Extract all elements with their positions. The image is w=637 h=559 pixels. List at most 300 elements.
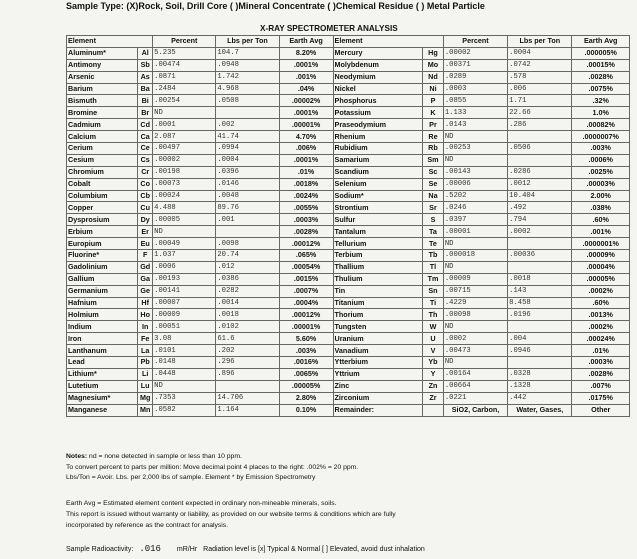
element-avg-cell: .00009% [572,250,630,262]
element-name-cell: Gallium [67,273,138,285]
element-name-cell: Holmium [67,309,138,321]
element-name-cell: Strontium [333,202,423,214]
element-avg-cell: .0028% [279,226,333,238]
element-lbs-cell: 104.7 [216,47,279,59]
table-row [67,47,630,59]
element-avg-cell: .003% [279,345,333,357]
element-sym-cell: P [423,95,444,107]
table-row [67,95,630,107]
element-sym-cell: Zn [423,380,444,392]
element-pct-cell: ND [443,131,507,143]
element-lbs-cell: .0994 [216,143,279,155]
element-sym-cell: Ga [138,273,153,285]
element-pct-cell: .00141 [153,285,216,297]
element-sym-cell: S [423,214,444,226]
element-sym-cell: Ba [138,83,153,95]
element-sym-cell: La [138,345,153,357]
element-name-cell: Scandium [333,166,423,178]
element-name-cell: Arsenic [67,71,138,83]
report-title: X-RAY SPECTROMETER ANALYSIS [260,24,398,33]
element-name-cell: Cerium [67,143,138,155]
earth-avg-note [66,498,396,531]
element-name-cell: Bromine [67,107,138,119]
element-lbs-cell: .0196 [508,309,572,321]
element-name-cell: Terbium [333,250,423,262]
table-row [67,178,630,190]
element-avg-cell: .00024% [572,333,630,345]
element-lbs-cell: 41.74 [216,131,279,143]
element-sym-cell: Sn [423,285,444,297]
element-name-cell: Copper [67,202,138,214]
element-name-cell: Europium [67,238,138,250]
column-header-earth-avg: Earth Avg [572,36,630,48]
element-pct-cell: .00254 [153,95,216,107]
element-sym-cell: Y [423,368,444,380]
element-lbs-cell [508,238,572,250]
element-avg-cell: 2.80% [279,392,333,404]
element-pct-cell: .0397 [443,214,507,226]
element-lbs-cell: .896 [216,368,279,380]
element-pct-cell: .00253 [443,143,507,155]
element-name-cell: Rubidium [333,143,423,155]
element-pct-cell: ND [443,357,507,369]
radiation-level-text: Radiation level is [x] Typical & Normal [ ] Elevated, avoid dust inhalation [203,546,425,553]
element-lbs-cell [508,131,572,143]
element-name-cell: Phosphorus [333,95,423,107]
column-header-element: Element [67,36,153,48]
element-pct-cell: .0006 [153,261,216,273]
element-avg-cell: 5.60% [279,333,333,345]
element-sym-cell: Ca [138,131,153,143]
element-sym-cell: Na [423,190,444,202]
element-pct-cell: .00009 [443,273,507,285]
element-avg-cell: .0175% [572,392,630,404]
element-name-cell: Cadmium [67,119,138,131]
element-pct-cell: ND [153,107,216,119]
element-name-cell: Magnesium* [67,392,138,404]
warranty-text: This report is issued without warranty or liability, as provided on our website terms & conditions which are fully [66,511,396,518]
element-lbs-cell: .492 [508,202,572,214]
element-lbs-cell: 1.742 [216,71,279,83]
element-name-cell: Tantalum [333,226,423,238]
element-name-cell: Remainder: [333,404,423,416]
element-name-cell: Samarium [333,154,423,166]
element-name-cell: Iron [67,333,138,345]
table-row [67,321,630,333]
element-sym-cell: Er [138,226,153,238]
element-pct-cell: .00051 [153,321,216,333]
element-sym-cell: Lu [138,380,153,392]
element-sym-cell: Bi [138,95,153,107]
element-avg-cell: .0000007% [572,131,630,143]
element-pct-cell: .00049 [153,238,216,250]
element-name-cell: Yttrium [333,368,423,380]
table-row [67,119,630,131]
element-name-cell: Molybdenum [333,59,423,71]
element-lbs-cell [508,261,572,273]
element-name-cell: Hafnium [67,297,138,309]
column-header-percent: Percent [153,36,216,48]
element-name-cell: Manganese [67,404,138,416]
notes-section [66,452,358,484]
element-sym-cell: V [423,345,444,357]
element-sym-cell: Co [138,178,153,190]
element-sym-cell: Th [423,309,444,321]
table-row [67,143,630,155]
element-avg-cell: .0024% [279,190,333,202]
table-row [67,71,630,83]
element-avg-cell: .0006% [572,154,630,166]
table-row [67,273,630,285]
element-lbs-cell: .442 [508,392,572,404]
table-header-row [67,36,630,48]
element-lbs-cell: 61.6 [216,333,279,345]
element-avg-cell: 8.20% [279,47,333,59]
element-lbs-cell: .004 [508,333,572,345]
element-pct-cell: .00005 [153,214,216,226]
element-lbs-cell: 1.71 [508,95,572,107]
element-avg-cell: .00082% [572,119,630,131]
element-avg-cell: 4.70% [279,131,333,143]
element-avg-cell: .00054% [279,261,333,273]
column-header-lbs-per-ton: Lbs per Ton [508,36,572,48]
radioactivity-value: .016 [139,544,161,554]
element-sym-cell: Sc [423,166,444,178]
element-sym-cell: Mo [423,59,444,71]
element-avg-cell: .0025% [572,166,630,178]
element-pct-cell: ND [153,380,216,392]
element-lbs-cell: 10.404 [508,190,572,202]
table-row [67,345,630,357]
element-lbs-cell: .1328 [508,380,572,392]
element-pct-cell: .00006 [443,178,507,190]
element-lbs-cell [508,357,572,369]
sample-type-line: Sample Type: (X)Rock, Soil, Drill Core ( )Mineral Concentrate ( )Chemical Residue ( ) Metal Particle [66,1,485,11]
element-lbs-cell: .143 [508,285,572,297]
element-name-cell: Chromium [67,166,138,178]
element-pct-cell: .0143 [443,119,507,131]
element-pct-cell: .0448 [153,368,216,380]
notes-lbs-ton: Lbs/Ton = Avoir. Lbs. per 2,000 lbs of sample. Element * by Emission Spectrometry [66,474,316,481]
element-lbs-cell [216,107,279,119]
table-row [67,226,630,238]
element-pct-cell: .0002 [443,333,507,345]
element-lbs-cell: .0948 [216,59,279,71]
element-sym-cell: Sb [138,59,153,71]
element-name-cell: Dysprosium [67,214,138,226]
element-sym-cell: Ho [138,309,153,321]
element-sym-cell: Te [423,238,444,250]
element-sym-cell: In [138,321,153,333]
notes-nd: nd = none detected in sample or less than 10 ppm. [87,453,242,460]
element-name-cell: Titanium [333,297,423,309]
element-sym-cell: Ge [138,285,153,297]
table-body [67,47,630,416]
element-sym-cell: Cr [138,166,153,178]
element-pct-cell: 1.133 [443,107,507,119]
earth-avg-definition: Earth Avg = Estimated element content expected in ordinary non-mineable minerals, soils. [66,500,337,507]
element-avg-cell: .60% [572,214,630,226]
element-avg-cell: .0003% [572,357,630,369]
element-name-cell: Gadolinium [67,261,138,273]
element-pct-cell: .00371 [443,59,507,71]
element-name-cell: Lithium* [67,368,138,380]
element-name-cell: Vanadium [333,345,423,357]
table-row [67,357,630,369]
element-pct-cell: .00198 [153,166,216,178]
element-name-cell: Barium [67,83,138,95]
element-sym-cell: Ce [138,143,153,155]
element-pct-cell: .00001 [443,226,507,238]
element-lbs-cell: .0012 [508,178,572,190]
element-pct-cell: .00164 [443,368,507,380]
element-avg-cell: .00004% [572,261,630,273]
element-lbs-cell: .0018 [508,273,572,285]
element-pct-cell: .0855 [443,95,507,107]
element-name-cell: Tin [333,285,423,297]
column-header-earth-avg: Earth Avg [279,36,333,48]
element-lbs-cell: 89.76 [216,202,279,214]
element-avg-cell: .038% [572,202,630,214]
element-pct-cell: 1.037 [153,250,216,262]
element-pct-cell: .00007 [153,297,216,309]
table-row [67,190,630,202]
element-lbs-cell [216,380,279,392]
table-row [67,107,630,119]
element-pct-cell: 3.08 [153,333,216,345]
element-avg-cell: .00003% [572,178,630,190]
element-name-cell: Thulium [333,273,423,285]
element-lbs-cell: 1.164 [216,404,279,416]
element-name-cell: Mercury [333,47,423,59]
table-row [67,333,630,345]
element-sym-cell: Sr [423,202,444,214]
element-avg-cell: .0000001% [572,238,630,250]
table-row [67,309,630,321]
element-name-cell: Germanium [67,285,138,297]
element-sym-cell: K [423,107,444,119]
element-sym-cell: Tl [423,261,444,273]
element-name-cell: Calcium [67,131,138,143]
element-name-cell: Thallium [333,261,423,273]
element-sym-cell: Hf [138,297,153,309]
element-lbs-cell: .578 [508,71,572,83]
element-sym-cell: U [423,333,444,345]
element-pct-cell: 4.488 [153,202,216,214]
element-pct-cell: .00002 [443,47,507,59]
element-pct-cell: SiO2, Carbon, [443,404,507,416]
element-avg-cell: .01% [572,345,630,357]
element-sym-cell: Mn [138,404,153,416]
element-avg-cell: .01% [279,166,333,178]
element-lbs-cell: 22.66 [508,107,572,119]
table-row [67,154,630,166]
table-row [67,404,630,416]
element-name-cell: Cobalt [67,178,138,190]
element-name-cell: Sulfur [333,214,423,226]
element-sym-cell: Re [423,131,444,143]
element-pct-cell: .0246 [443,202,507,214]
element-sym-cell: Tm [423,273,444,285]
element-sym-cell: Cu [138,202,153,214]
table-row [67,392,630,404]
element-lbs-cell: 4.968 [216,83,279,95]
element-pct-cell: .00009 [153,309,216,321]
column-header-element: Element [333,36,443,48]
element-pct-cell: .0001 [153,119,216,131]
element-avg-cell: .0001% [279,107,333,119]
table-row [67,297,630,309]
element-lbs-cell: .001 [216,214,279,226]
element-sym-cell: Cs [138,154,153,166]
element-sym-cell: Rb [423,143,444,155]
element-lbs-cell: .00036 [508,250,572,262]
element-lbs-cell: .296 [216,357,279,369]
element-sym-cell: Se [423,178,444,190]
element-name-cell: Indium [67,321,138,333]
element-pct-cell: ND [153,226,216,238]
table-row [67,380,630,392]
element-pct-cell: .0221 [443,392,507,404]
element-avg-cell: .32% [572,95,630,107]
element-pct-cell: .0289 [443,71,507,83]
table-row [67,261,630,273]
table-row [67,202,630,214]
element-sym-cell: Dy [138,214,153,226]
element-pct-cell: .2484 [153,83,216,95]
table-row [67,214,630,226]
element-lbs-cell: Water, Gases, [508,404,572,416]
element-pct-cell: .00073 [153,178,216,190]
element-name-cell: Antimony [67,59,138,71]
element-pct-cell: ND [443,261,507,273]
element-lbs-cell: .0742 [508,59,572,71]
element-avg-cell: .000005% [572,47,630,59]
element-sym-cell: Hg [423,47,444,59]
element-lbs-cell: 14.706 [216,392,279,404]
element-name-cell: Neodymium [333,71,423,83]
element-sym-cell: Ta [423,226,444,238]
element-lbs-cell: .0014 [216,297,279,309]
element-avg-cell: .00005% [279,380,333,392]
element-avg-cell: .0075% [572,83,630,95]
element-sym-cell: Ti [423,297,444,309]
element-pct-cell: .4229 [443,297,507,309]
element-lbs-cell: .0048 [216,190,279,202]
element-name-cell: Lanthanum [67,345,138,357]
element-lbs-cell: .286 [508,119,572,131]
element-pct-cell: 5.235 [153,47,216,59]
element-avg-cell: .00002% [279,95,333,107]
element-lbs-cell: .002 [216,119,279,131]
column-header-percent: Percent [443,36,507,48]
element-sym-cell: Sm [423,154,444,166]
element-name-cell: Sodium* [333,190,423,202]
element-lbs-cell: 20.74 [216,250,279,262]
element-avg-cell: .0055% [279,202,333,214]
table-row [67,131,630,143]
element-avg-cell: .007% [572,380,630,392]
element-avg-cell: .006% [279,143,333,155]
element-lbs-cell [216,226,279,238]
element-avg-cell: .00012% [279,309,333,321]
element-name-cell: Uranium [333,333,423,345]
element-pct-cell: .00193 [153,273,216,285]
table-row [67,238,630,250]
spectrometer-table [66,35,630,417]
element-pct-cell: .000018 [443,250,507,262]
element-avg-cell: .0001% [279,154,333,166]
element-name-cell: Rhenium [333,131,423,143]
element-sym-cell: As [138,71,153,83]
element-lbs-cell: .0098 [216,238,279,250]
element-avg-cell: Other [572,404,630,416]
radioactivity-unit: mR/Hr [176,546,198,553]
element-name-cell: Thorium [333,309,423,321]
element-avg-cell: .00005% [572,273,630,285]
element-avg-cell: .00001% [279,119,333,131]
element-avg-cell: .0007% [279,285,333,297]
element-name-cell: Tellurium [333,238,423,250]
element-name-cell: Lutetium [67,380,138,392]
element-pct-cell: .00715 [443,285,507,297]
element-avg-cell: .0001% [279,59,333,71]
element-lbs-cell: .0386 [216,273,279,285]
element-pct-cell: .0003 [443,83,507,95]
element-lbs-cell [508,321,572,333]
element-name-cell: Aluminum* [67,47,138,59]
element-lbs-cell: 8.458 [508,297,572,309]
element-sym-cell: W [423,321,444,333]
element-sym-cell: Pr [423,119,444,131]
element-pct-cell: ND [443,321,507,333]
element-avg-cell: .04% [279,83,333,95]
element-name-cell: Columbium [67,190,138,202]
element-sym-cell: F [138,250,153,262]
element-name-cell: Zirconium [333,392,423,404]
element-sym-cell: Pb [138,357,153,369]
element-avg-cell: 1.0% [572,107,630,119]
element-lbs-cell: .0018 [216,309,279,321]
element-sym-cell: Gd [138,261,153,273]
element-pct-cell: .00473 [443,345,507,357]
element-sym-cell: Yb [423,357,444,369]
element-lbs-cell: .0508 [216,95,279,107]
element-sym-cell: Mg [138,392,153,404]
notes-label: Notes: [66,453,88,460]
element-avg-cell: .0002% [572,285,630,297]
element-avg-cell: .60% [572,297,630,309]
element-lbs-cell: .0004 [216,154,279,166]
element-lbs-cell: .006 [508,83,572,95]
table-row [67,285,630,297]
element-avg-cell: .0015% [279,273,333,285]
element-avg-cell: .001% [279,71,333,83]
radioactivity-label: Sample Radioactivity: [66,546,134,553]
element-lbs-cell: .012 [216,261,279,273]
element-lbs-cell: .0396 [216,166,279,178]
element-sym-cell: Zr [423,392,444,404]
element-pct-cell: ND [443,238,507,250]
element-name-cell: Praseodymium [333,119,423,131]
element-lbs-cell: .0286 [508,166,572,178]
element-name-cell: Nickel [333,83,423,95]
element-avg-cell: 0.10% [279,404,333,416]
element-avg-cell: .0028% [572,71,630,83]
element-avg-cell: .00001% [279,321,333,333]
element-pct-cell: .0101 [153,345,216,357]
element-lbs-cell: .794 [508,214,572,226]
